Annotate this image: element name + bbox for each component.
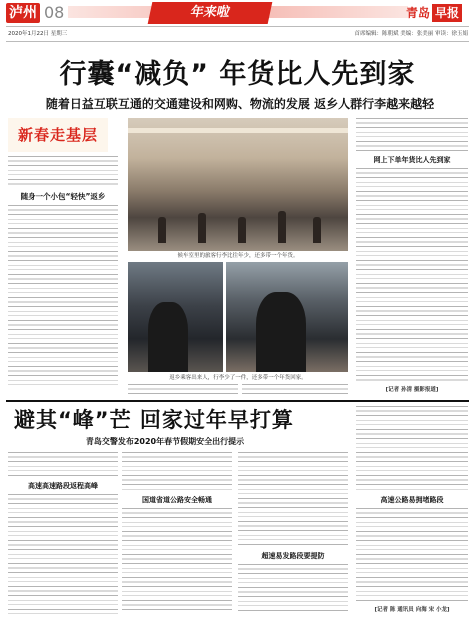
article-body-text bbox=[356, 118, 468, 154]
paper-logo: 泸州 bbox=[6, 3, 40, 23]
article-body-text bbox=[8, 494, 118, 614]
article-body-text bbox=[122, 452, 232, 492]
article-body-text bbox=[8, 156, 118, 188]
station-photo bbox=[128, 118, 348, 251]
article-credit: [记者 陈 通讯员 向海 宋 小龙] bbox=[374, 607, 450, 613]
article-body-text bbox=[8, 452, 118, 478]
article-body-text bbox=[238, 564, 348, 614]
passenger-photo bbox=[128, 262, 223, 372]
article-body-text bbox=[242, 384, 348, 398]
brand-word: 青岛 bbox=[405, 6, 430, 20]
editor-credits: 首席编辑：陈朝斌 美编：张美丽 审读：徐玉娟 bbox=[354, 31, 468, 37]
right-subhead: 网上下单年货比人先到家 bbox=[373, 156, 451, 164]
photo-caption-2: 返乡乘客出来人，行李少了一件，还多带一个年货回家。 bbox=[169, 375, 307, 381]
article-credit: [记者 孙清 摄影报道] bbox=[385, 387, 439, 393]
photo-caption: 候车室里的旅客行李比往年少，还多带一个年货。 bbox=[177, 253, 299, 259]
second-subhead-2: 国道省道公路安全畅通 bbox=[142, 496, 212, 504]
article-body-text bbox=[128, 384, 238, 398]
section-title: 年来啦 bbox=[148, 2, 273, 24]
article-body-text bbox=[356, 406, 468, 492]
main-subheadline: 随着日益互联互通的交通建设和网购、物流的发展 返乡人群行李越来越轻 bbox=[45, 97, 435, 111]
article-body-text bbox=[356, 168, 468, 382]
issue-date: 2020年1月22日 星期三 bbox=[8, 31, 68, 37]
main-headline: 行囊“减负” 年货比人先到家 bbox=[59, 59, 416, 90]
passenger-photo bbox=[226, 262, 348, 372]
new-year-label: 新春走基层 bbox=[17, 126, 98, 144]
second-headline: 避其“峰”芒 回家过年早打算 bbox=[14, 408, 294, 432]
header-rule bbox=[6, 26, 469, 27]
header-rule-2 bbox=[6, 41, 469, 42]
article-body-text bbox=[356, 508, 468, 604]
article-body-text bbox=[122, 508, 232, 614]
page-number: 08 bbox=[44, 3, 65, 22]
section-divider bbox=[6, 400, 469, 402]
article-body-text bbox=[8, 205, 118, 385]
brand-tag: 早报 bbox=[432, 4, 462, 22]
second-subhead-1: 高速高速路段返程高峰 bbox=[28, 482, 98, 490]
second-subheadline: 青岛交警发布2020年春节假期安全出行提示 bbox=[85, 437, 245, 446]
second-subhead-4: 超速易发路段要提防 bbox=[261, 552, 325, 560]
second-subhead-3: 高速公路易拥堵路段 bbox=[380, 496, 444, 504]
paper-brand bbox=[398, 4, 462, 22]
article-body-text bbox=[238, 452, 348, 548]
left-subhead: 随身一个小包“轻快”返乡 bbox=[20, 192, 106, 201]
